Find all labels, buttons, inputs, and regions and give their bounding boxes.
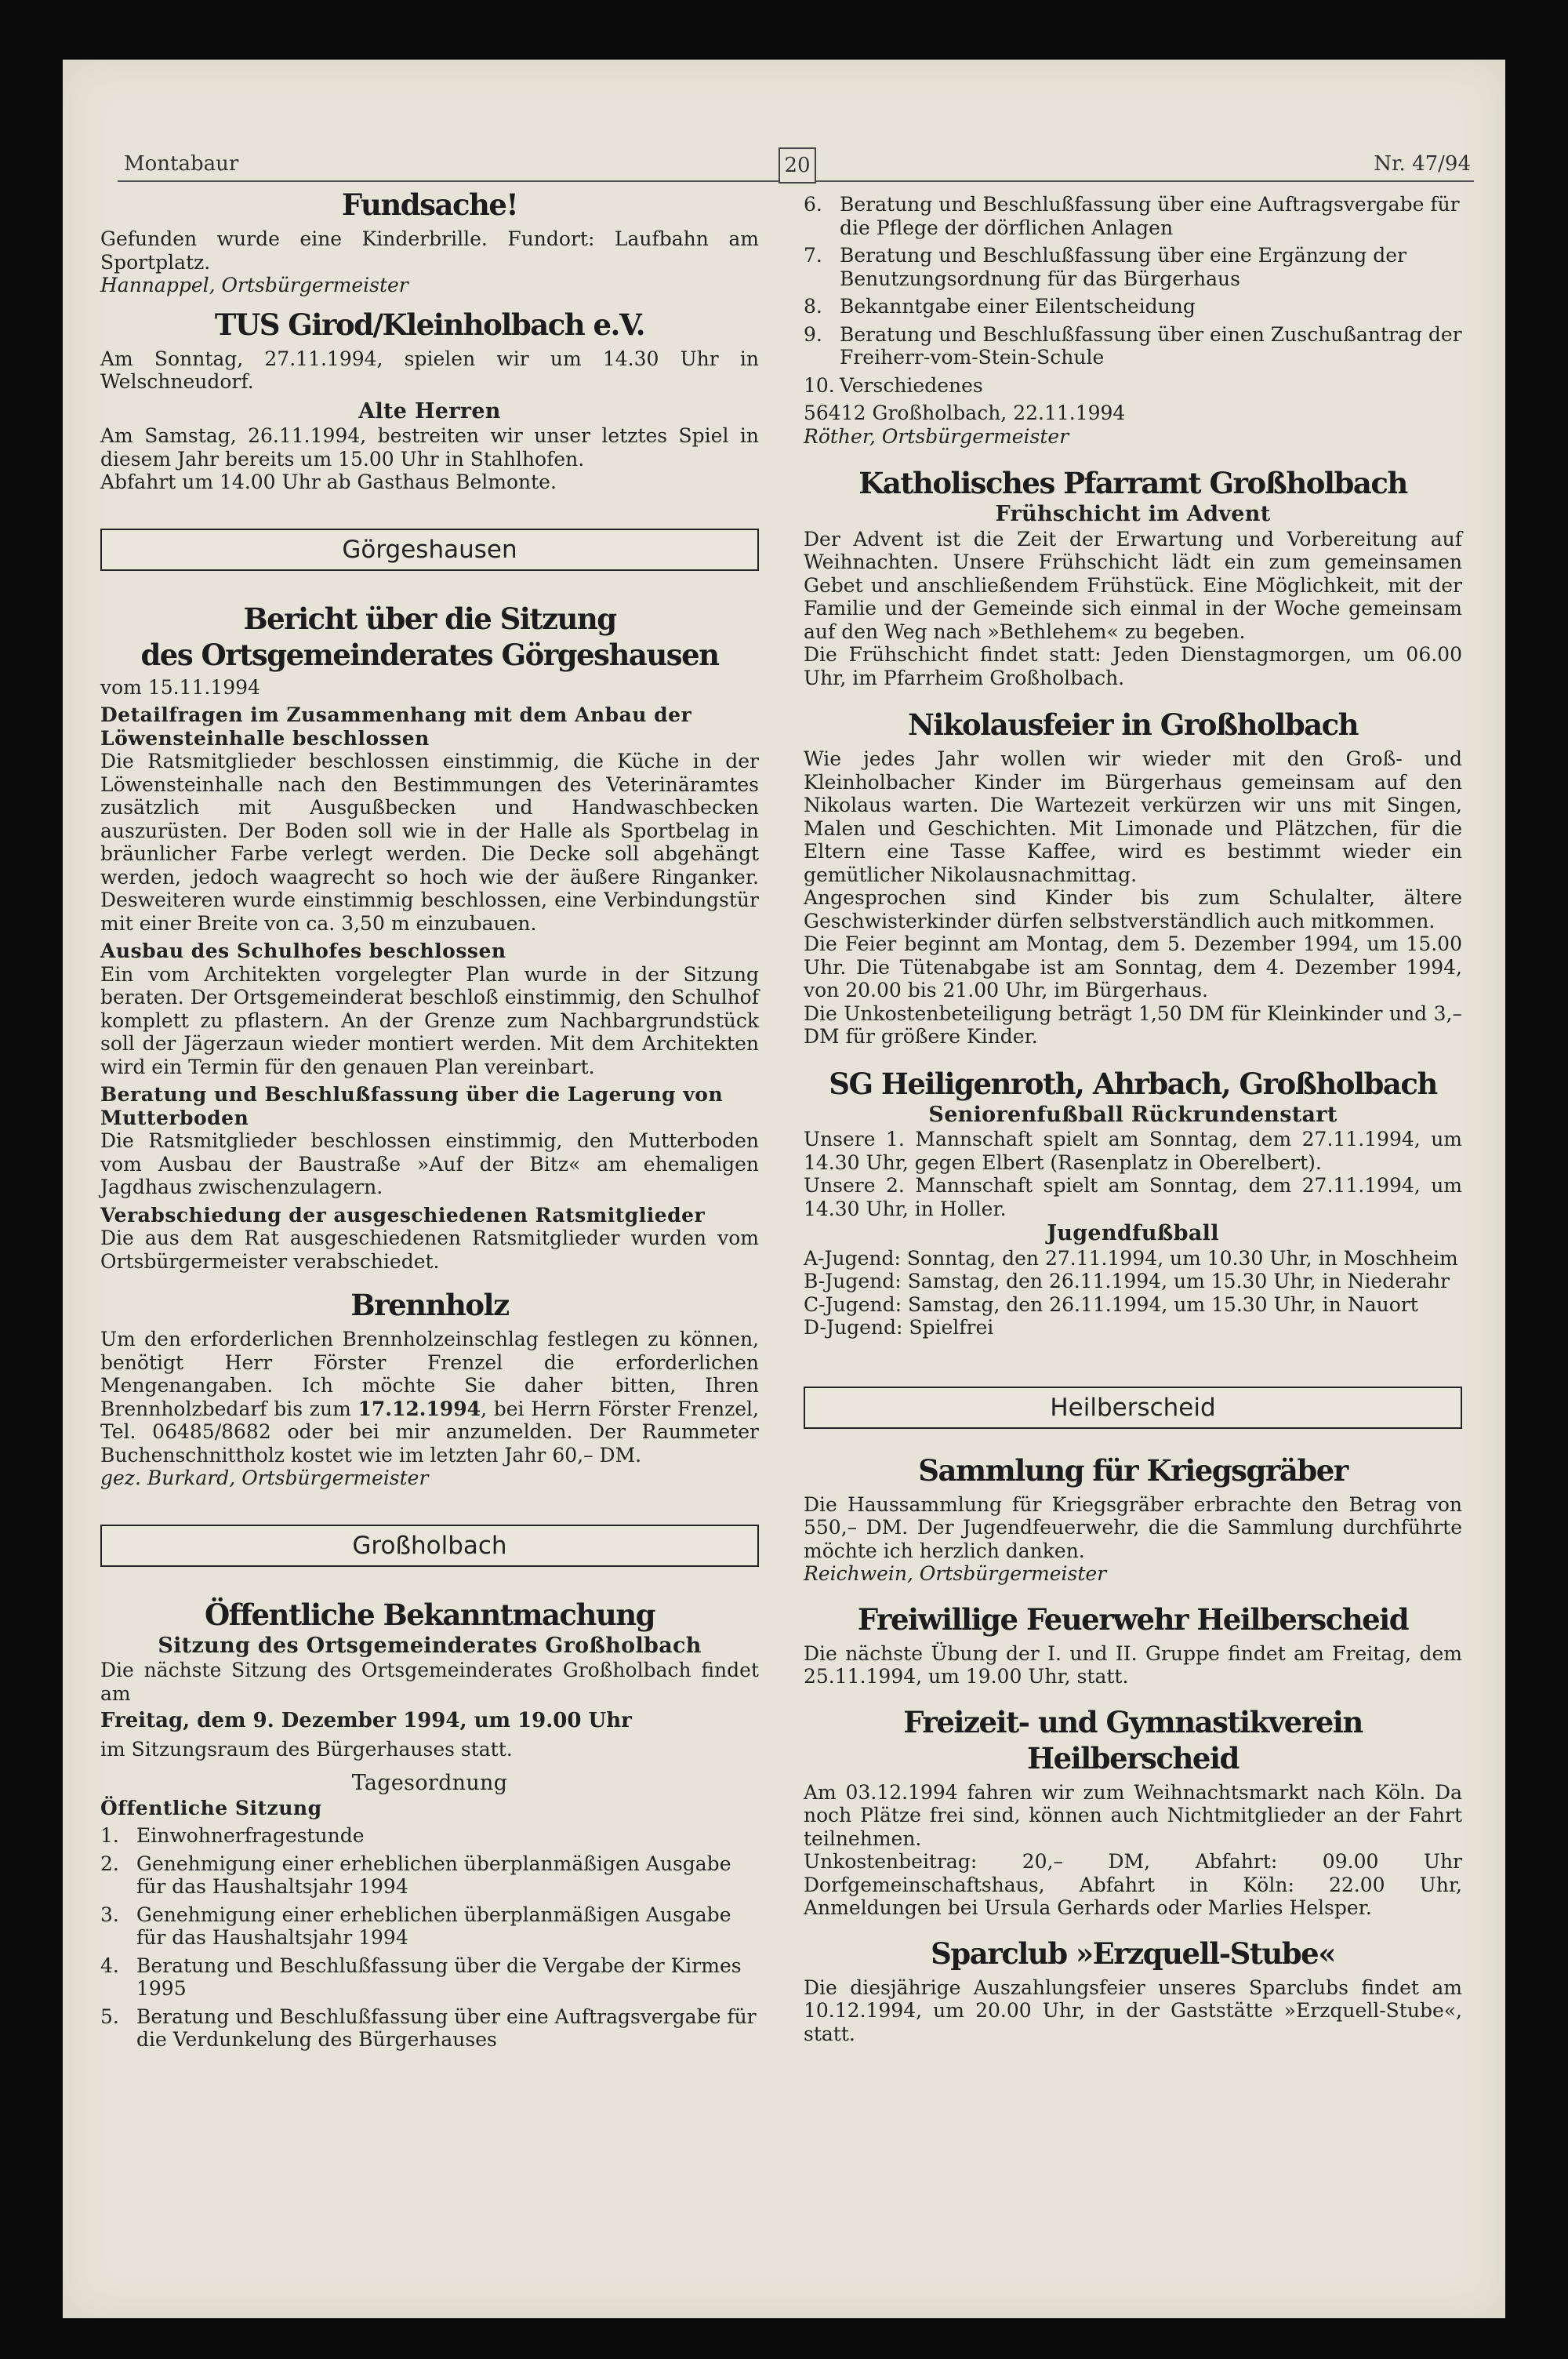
pfarramt-text-2: Die Frühschicht findet statt: Jeden Dienstagmorgen, um 06.00 Uhr, im Pfarrheim Großholbach. [804, 643, 1462, 689]
section-header-goergeshausen: Görgeshausen [100, 529, 759, 571]
pfarramt-text: Der Advent ist die Zeit der Erwartung und Vorbereitung auf Weihnachten. Unsere Frühschicht lädt ein zum gemeinsamen Gebet und anschließendem Frühstück. Eine Möglichkeit, mit der Familie und der Gemeinde sich einmal in der Woche gemeinsam auf den Weg nach »Bethlehem« zu begeben. [804, 527, 1462, 643]
right-column [804, 193, 1462, 2045]
pfarramt-subheading: Frühschicht im Advent [995, 502, 1271, 526]
agenda-item: 2. Genehmigung einer erheblichen überplanmäßigen Ausgabe für das Haushaltsjahr 1994 [100, 1852, 731, 1898]
bericht-date: vom 15.11.1994 [100, 675, 260, 699]
section-header-grossholbach: Großholbach [100, 1525, 759, 1567]
tus-title: TUS Girod/Kleinholbach e.V. [214, 307, 645, 342]
bericht-paragraph-3: Die Ratsmitglieder beschlossen einstimmig, den Mutterboden vom Ausbau der Baustraße »Auf der Bitz« am ehemaligen Jagdhaus zwischenzulagern. [100, 1129, 759, 1198]
nikolaus-text-4: Die Unkostenbeteiligung beträgt 1,50 DM für Kleinkinder und 3,– DM für größere Kinder. [804, 1001, 1462, 1048]
sg-c-youth: C-Jugend: Samstag, den 26.11.1994, um 15.30 Uhr, in Nauort [804, 1292, 1418, 1316]
sg-d-youth: D-Jugend: Spielfrei [804, 1316, 994, 1339]
sparclub-title: Sparclub »Erzquell-Stube« [931, 1936, 1335, 1971]
agenda-item: 8. Bekanntgabe einer Eilentscheidung [804, 295, 1196, 318]
agenda-item: 1. Einwohnerfragestunde [100, 1824, 365, 1847]
fundsache-signature: Hannappel, Ortsbürgermeister [100, 274, 408, 296]
agenda-list-continued [804, 193, 1462, 397]
bekanntmachung-title: Öffentliche Bekanntmachung [204, 1597, 655, 1632]
bericht-paragraph-1: Die Ratsmitglieder beschlossen einstimmig, die Küche in der Löwensteinhalle nach den Bestimmungen des Veterinäramtes zusätzlich mit Ausgußbecken und Handwaschbecken auszurüsten. Der Boden soll wie in der Halle als Sportbelag in bräunlicher Farbe verlegt werden. Die Decke soll abgehängt werden, jedoch waagrecht so hoch wie der äußere Ringanker. Desweiteren wurde einstimmig beschlossen, eine Verbindungstür mit einer Breite von ca. 3,50 m einzubauen. [100, 750, 759, 935]
agenda-list [100, 1824, 759, 2052]
sg-a-youth: A-Jugend: Sonntag, den 27.11.1994, um 10.30 Uhr, in Moschheim [804, 1246, 1458, 1270]
roether-signature: Röther, Ortsbürgermeister [804, 424, 1069, 448]
agenda-item: 7. Beratung und Beschlußfassung über eine Ergänzung der Benutzungsordnung für das Bürgerhaus [804, 244, 1406, 290]
brennholz-text-a: Um den erforderlichen Brennholzeinschlag festlegen zu können, benötigt Herr Förster Frenzel die erforderlichen Mengenangaben. Ich möchte Sie daher bitten, Ihren Brennholzbedarf bis zum [100, 1328, 759, 1420]
bekanntmachung-text: Die nächste Sitzung des Ortsgemeinderates Großholbach findet am [100, 1659, 759, 1705]
bericht-heading-3: Beratung und Beschlußfassung über die Lagerung von Mutterboden [100, 1083, 724, 1129]
agenda-title: Tagesordnung [351, 1771, 508, 1795]
bericht-heading-2: Ausbau des Schulhofes beschlossen [100, 940, 506, 962]
sg-text: Unsere 1. Mannschaft spielt am Sonntag, dem 27.11.1994, um 14.30 Uhr, gegen Elbert (Rasenplatz in Oberelbert). [804, 1128, 1462, 1174]
sparclub-text: Die diesjährige Auszahlungsfeier unseres Sparclubs findet am 10.12.1994, um 20.00 Uhr, in der Gaststätte »Erzquell-Stube«, statt. [804, 1976, 1462, 2045]
issue-number: Nr. 47/94 [1374, 152, 1471, 176]
brennholz-text [100, 1328, 759, 1467]
bericht-paragraph-2: Ein vom Architekten vorgelegter Plan wurde in der Sitzung beraten. Der Ortsgemeinderat beschloß einstimmig, den Schulhof komplett zu pflastern. An der Grenze zum Nachbargrundstück soll der Jägerzaun wieder montiert werden. Mit dem Architekten wird ein Termin für den genauen Plan vereinbart. [100, 962, 759, 1078]
page-header [118, 151, 1474, 182]
agenda-item: 5. Beratung und Beschlußfassung über eine Auftragsvergabe für die Verdunkelung des Bürgerhauses [100, 2005, 757, 2051]
bericht-paragraph-4: Die aus dem Rat ausgeschiedenen Ratsmitglieder wurden vom Ortsbürgermeister verabschiedet. [100, 1227, 759, 1273]
agenda-item: 9. Beratung und Beschlußfassung über einen Zuschußantrag der Freiherr-vom-Stein-Schule [804, 322, 1462, 369]
sg-subheading: Seniorenfußball Rückrundenstart [928, 1102, 1338, 1127]
agenda-item: 4. Beratung und Beschlußfassung über die Vergabe der Kirmes 1995 [100, 1954, 742, 2000]
sg-title: SG Heiligenroth, Ahrbach, Großholbach [829, 1066, 1437, 1101]
fundsache-text: Gefunden wurde eine Kinderbrille. Fundort: Laufbahn am Sportplatz. [100, 227, 759, 274]
brennholz-title: Brennholz [350, 1288, 509, 1322]
bekanntmachung-date: Freitag, dem 9. Dezember 1994, um 19.00 Uhr [100, 1709, 632, 1732]
gymnastik-text-2: Unkostenbeitrag: 20,– DM, Abfahrt: 09.00 Uhr Dorfgemeinschaftshaus, Abfahrt in Köln: 22.00 Uhr, Anmeldungen bei Ursula Gerhards oder Marlies Helsper. [804, 1850, 1462, 1919]
feuerwehr-title: Freiwillige Feuerwehr Heilberscheid [857, 1601, 1409, 1637]
brennholz-text-b: , bei Herrn Förster Frenzel, Tel. 06485/8682 oder bei mir anzumelden. Der Raummeter Buchenschnittholz kostet wie im letzten Jahr 60,– DM. [100, 1397, 759, 1467]
tus-text-2: Am Samstag, 26.11.1994, bestreiten wir unser letztes Spiel in diesem Jahr bereits um 15.00 Uhr in Stahlhofen. [100, 424, 759, 471]
bericht-title-2: des Ortsgemeinderates Görgeshausen [140, 637, 719, 672]
tus-text-3: Abfahrt um 14.00 Uhr ab Gasthaus Belmonte. [100, 471, 557, 493]
bericht-heading-1: Detailfragen im Zusammenhang mit dem Anbau der Löwensteinhalle beschlossen [100, 703, 692, 750]
sg-b-youth: B-Jugend: Samstag, den 26.11.1994, um 15.30 Uhr, in Niederahr [804, 1270, 1450, 1292]
sg-text-2: Unsere 2. Mannschaft spielt am Sonntag, dem 27.11.1994, um 14.30 Uhr, in Holler. [804, 1174, 1462, 1220]
fundsache-title: Fundsache! [341, 187, 518, 222]
sammlung-signature: Reichwein, Ortsbürgermeister [804, 1562, 1107, 1585]
header-location: Montabaur [124, 152, 239, 176]
bericht-title-1: Bericht über die Sitzung [243, 601, 616, 636]
left-column [100, 187, 759, 2056]
section-header-heilberscheid: Heilberscheid [804, 1387, 1462, 1429]
nikolaus-text-2: Angesprochen sind Kinder bis zum Schulalter, ältere Geschwisterkinder dürfen selbstverständlich auch mitkommen. [804, 886, 1462, 932]
bekanntmachung-text-2: im Sitzungsraum des Bürgerhauses statt. [100, 1737, 513, 1761]
bericht-heading-4: Verabschiedung der ausgeschiedenen Ratsmitglieder [100, 1203, 706, 1227]
feuerwehr-text: Die nächste Übung der I. und II. Gruppe findet am Freitag, dem 25.11.1994, um 19.00 Uhr, statt. [804, 1641, 1462, 1688]
gymnastik-title: Freizeit- und Gymnastikverein Heilberscheid [903, 1704, 1363, 1776]
pfarramt-title: Katholisches Pfarramt Großholbach [858, 466, 1407, 500]
sg-youth-subheading: Jugendfußball [1047, 1221, 1219, 1245]
bekanntmachung-subheading: Sitzung des Ortsgemeinderates Großholbach [158, 1633, 702, 1658]
agenda-item: 6. Beratung und Beschlußfassung über eine Auftragsvergabe für die Pflege der dörflichen Anlagen [804, 193, 1460, 239]
sammlung-text: Die Haussammlung für Kriegsgräber erbrachte den Betrag von 550,– DM. Der Jugendfeuerwehr, die die Sammlung durchführte möchte ich herzlich danken. [804, 1492, 1462, 1562]
gymnastik-text: Am 03.12.1994 fahren wir zum Weihnachtsmarkt nach Köln. Da noch Plätze frei sind, können auch Nichtmitglieder an der Fahrt teilnehmen. [804, 1780, 1462, 1850]
dateline: 56412 Großholbach, 22.11.1994 [804, 402, 1126, 424]
page-number: 20 [779, 147, 816, 184]
sammlung-title: Sammlung für Kriegsgräber [918, 1452, 1348, 1488]
agenda-item: 3. Genehmigung einer erheblichen überplanmäßigen Ausgabe für das Haushaltsjahr 1994 [100, 1903, 731, 1949]
agenda-public-session: Öffentliche Sitzung [100, 1796, 322, 1819]
nikolaus-title: Nikolausfeier in Großholbach [907, 707, 1358, 742]
tus-subheading: Alte Herren [358, 398, 501, 423]
nikolaus-text-3: Die Feier beginnt am Montag, dem 5. Dezember 1994, um 15.00 Uhr. Die Tütenabgabe ist am Sonntag, dem 4. Dezember 1994, von 20.00 bis 21.00 Uhr, im Bürgerhaus. [804, 932, 1462, 1001]
brennholz-deadline: 17.12.1994 [358, 1397, 481, 1420]
tus-text: Am Sonntag, 27.11.1994, spielen wir um 14.30 Uhr in Welschneudorf. [100, 347, 759, 393]
brennholz-signature: gez. Burkard, Ortsbürgermeister [100, 1467, 429, 1489]
nikolaus-text: Wie jedes Jahr wollen wir wieder mit den Groß- und Kleinholbacher Kinder im Bürgerhaus gemeinsam auf den Nikolaus warten. Die Wartezeit verkürzen wir uns mit Singen, Malen und Geschichten. Mit Limonade und Plätzchen, für die Eltern eine Tasse Kaffee, wird es bestimmt wieder ein gemütlicher Nikolausnachmittag. [804, 747, 1462, 886]
agenda-item: 10. Verschiedenes [804, 373, 983, 397]
